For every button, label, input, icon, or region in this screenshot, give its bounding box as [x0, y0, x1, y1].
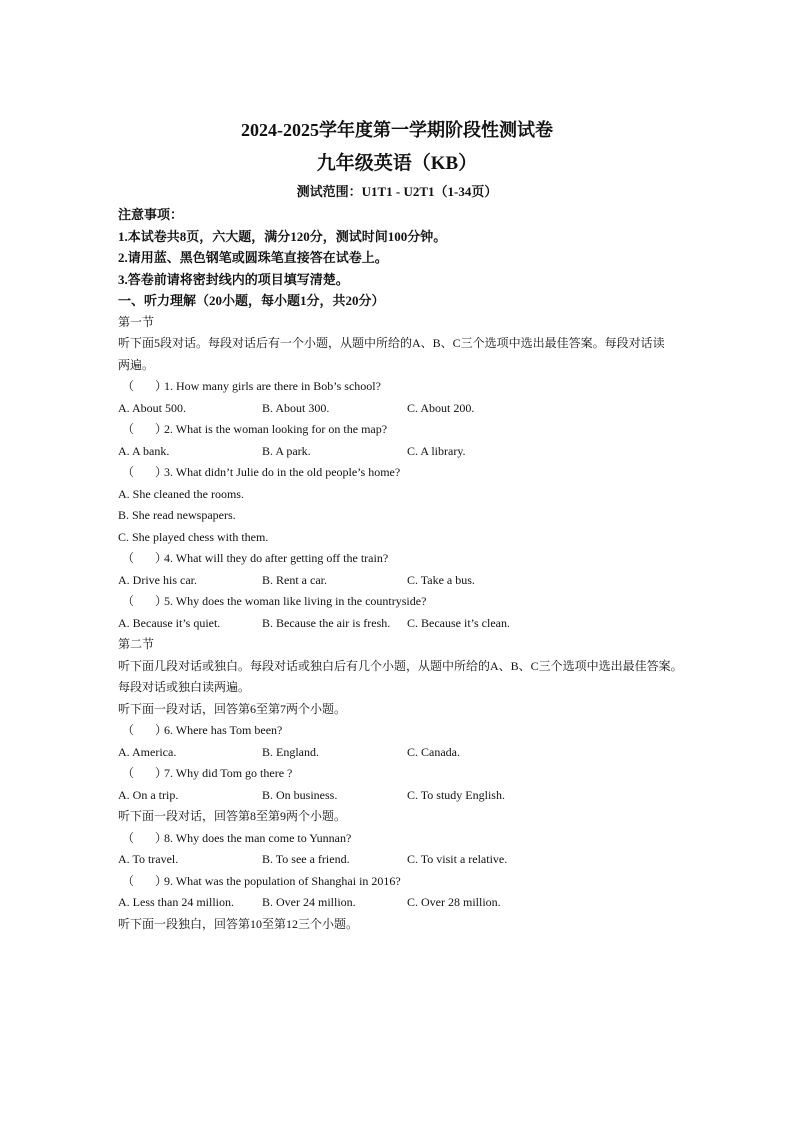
question-text: 6. Where has Tom been?	[164, 723, 283, 737]
option-c: C. Canada.	[407, 744, 460, 759]
note-item: 3.答卷前请将密封线内的项目填写清楚。	[118, 271, 349, 287]
question-7-options	[118, 785, 688, 807]
question-text: 9. What was the population of Shanghai in 2016?	[164, 873, 401, 888]
answer-blank[interactable]: （ ）	[122, 422, 168, 436]
option-c: C. A library.	[407, 443, 466, 458]
option-b: B. Rent a car.	[262, 572, 327, 587]
question-8	[118, 828, 688, 850]
question-4	[118, 548, 688, 570]
option-b: B. Over 24 million.	[262, 895, 356, 909]
option-b: B. On business.	[262, 787, 338, 802]
section-heading: 一、听力理解（20小题，每小题1分，共20分）	[118, 293, 385, 308]
question-8-options	[118, 849, 688, 871]
option-a: A. About 500.	[118, 400, 187, 415]
part-instruction: 两遍。	[118, 357, 155, 372]
part-label: 第二节	[118, 637, 155, 651]
question-5-options	[118, 613, 688, 635]
group-instruction: 听下面一段独白，回答第10至第12三个小题。	[118, 916, 359, 931]
question-text: 5. Why does the woman like living in the countryside?	[164, 594, 427, 608]
question-2-options	[118, 441, 688, 463]
option-a: A. America.	[118, 744, 177, 759]
question-text: 2. What is the woman looking for on the map?	[164, 422, 388, 436]
answer-blank[interactable]: （ ）	[122, 766, 168, 780]
option-c: C. She played chess with them.	[118, 529, 269, 544]
option-a: A. Drive his car.	[118, 572, 197, 587]
note-item: 2.请用蓝、黑色钢笔或圆珠笔直接答在试卷上。	[118, 250, 388, 265]
exam-title: 2024-2025学年度第一学期阶段性测试卷	[241, 120, 553, 140]
answer-blank[interactable]: （ ）	[122, 551, 168, 565]
exam-subtitle: 九年级英语（KB）	[316, 153, 478, 174]
option-a: A. Because it’s quiet.	[118, 615, 221, 630]
answer-blank[interactable]: （ ）	[122, 723, 168, 737]
question-text: 3. What didn’t Julie do in the old people’s home?	[164, 465, 401, 479]
option-a: A. To travel.	[118, 852, 179, 866]
question-text: 7. Why did Tom go there ?	[164, 766, 293, 780]
option-c: C. To visit a relative.	[407, 852, 508, 866]
option-b: B. Because the air is fresh.	[262, 615, 391, 630]
option-a: A. On a trip.	[118, 787, 179, 802]
option-c: C. Take a bus.	[407, 572, 475, 587]
answer-blank[interactable]: （ ）	[122, 465, 168, 479]
part-instruction: 听下面几段对话或独白。每段对话或独白后有几个小题，从题中所给的A、B、C三个选项中选出最佳答案。	[118, 658, 683, 673]
option-c: C. Because it’s clean.	[407, 615, 510, 630]
question-3	[118, 462, 688, 484]
option-b: B. About 300.	[262, 400, 330, 415]
answer-blank[interactable]: （ ）	[122, 873, 168, 888]
option-b: B. A park.	[262, 443, 311, 458]
option-b: B. England.	[262, 744, 319, 759]
question-text: 8. Why does the man come to Yunnan?	[164, 830, 352, 845]
group-instruction: 听下面一段对话，回答第6至第7两个小题。	[118, 701, 347, 716]
option-b: B. To see a friend.	[262, 852, 350, 866]
answer-blank[interactable]: （ ）	[122, 379, 168, 393]
question-9-options	[118, 892, 688, 914]
notes-heading: 注意事项：	[118, 207, 184, 222]
question-1	[118, 376, 688, 398]
answer-blank[interactable]: （ ）	[122, 594, 168, 608]
option-c: C. To study English.	[407, 787, 505, 802]
option-c: C. Over 28 million.	[407, 895, 501, 909]
part-label: 第一节	[118, 314, 155, 329]
question-9	[118, 871, 688, 893]
test-scope: 测试范围：U1T1 - U2T1（1-34页）	[296, 184, 498, 199]
question-2	[118, 419, 688, 441]
question-text: 1. How many girls are there in Bob’s school?	[164, 379, 381, 393]
question-5	[118, 591, 688, 613]
option-b: B. She read newspapers.	[118, 508, 236, 522]
option-c: C. About 200.	[407, 400, 475, 415]
question-6-options	[118, 742, 688, 764]
note-item: 1.本试卷共8页，六大题，满分120分，测试时间100分钟。	[118, 228, 447, 244]
question-text: 4. What will they do after getting off the train?	[164, 551, 389, 565]
question-7	[118, 763, 688, 785]
part-instruction: 听下面5段对话。每段对话后有一个小题，从题中所给的A、B、C三个选项中选出最佳答案。每段对话读	[118, 336, 665, 350]
answer-blank[interactable]: （ ）	[122, 830, 168, 845]
question-6	[118, 720, 688, 742]
question-1-options	[118, 398, 688, 420]
part-instruction: 每段对话或独白读两遍。	[118, 680, 251, 694]
option-a: A. A bank.	[118, 443, 170, 458]
question-4-options	[118, 570, 688, 592]
option-a: A. She cleaned the rooms.	[118, 486, 244, 501]
group-instruction: 听下面一段对话，回答第8至第9两个小题。	[118, 809, 347, 823]
exam-content	[118, 204, 688, 935]
option-a: A. Less than 24 million.	[118, 895, 234, 909]
